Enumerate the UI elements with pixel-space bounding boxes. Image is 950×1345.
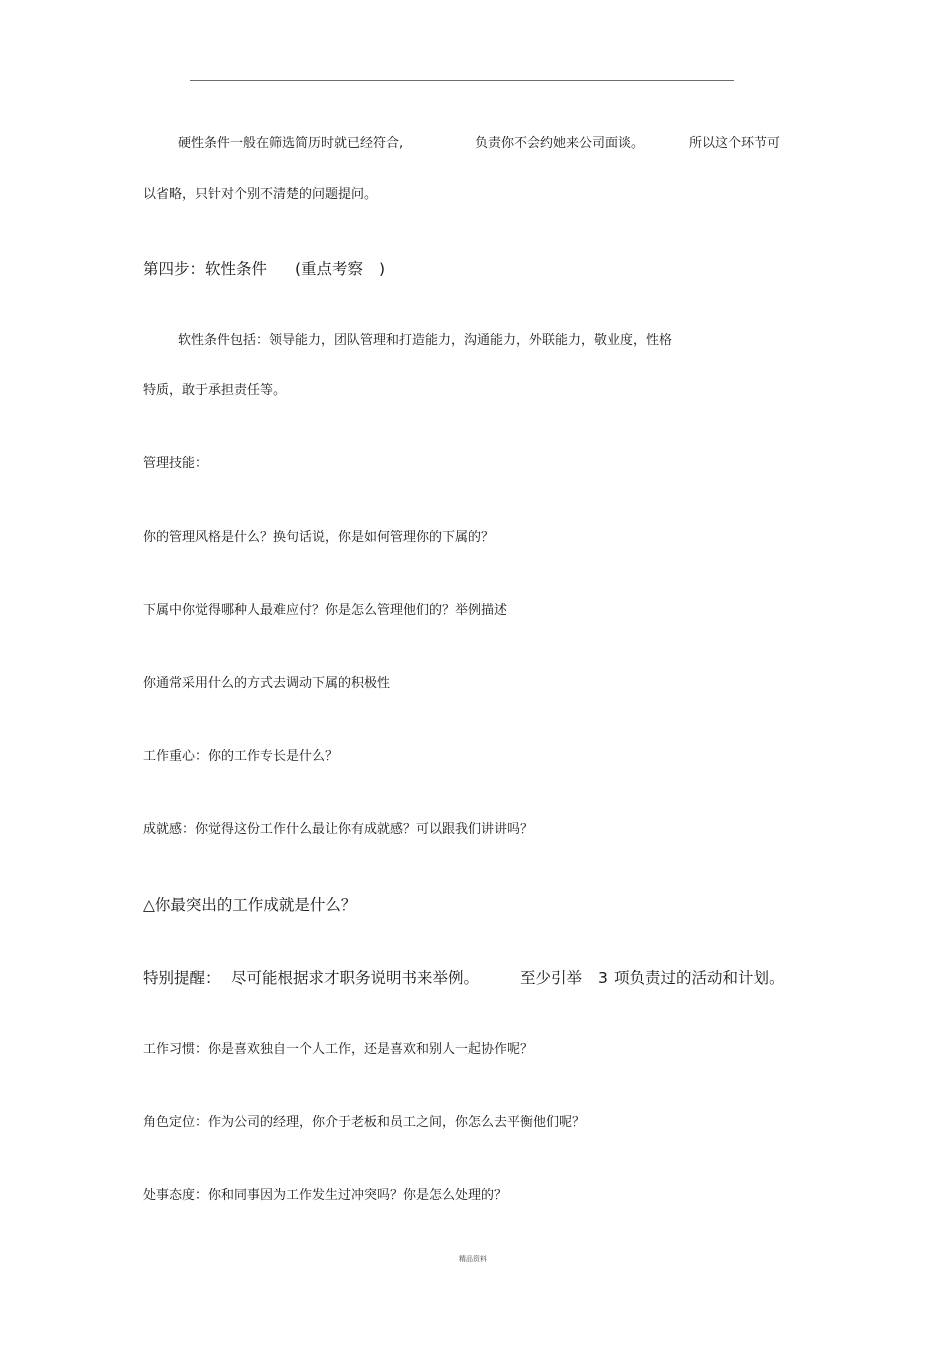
role-question: 角色定位：作为公司的经理，你介于老板和员工之间，你怎么去平衡他们呢？: [143, 1115, 586, 1130]
step4-heading: [143, 259, 403, 279]
intro-line-2: 以省略，只针对个别不清楚的问题提问。: [143, 187, 378, 202]
step4-paren-close: ): [379, 260, 386, 278]
reminder-part-1: 尽可能根据求才职务说明书来举例。: [231, 969, 480, 987]
step4-label: 第四步：软性条件: [143, 260, 268, 278]
work-habit-question: 工作习惯：你是喜欢独自一个人工作，还是喜欢和别人一起协作呢？: [143, 1042, 534, 1057]
intro-part-3: 所以这个环节可: [689, 136, 781, 151]
reminder-part-3: 项负责过的活动和计划。: [614, 969, 785, 987]
step4-note: (重点考察: [295, 260, 364, 278]
attitude-question: 处事态度：你和同事因为工作发生过冲突吗？你是怎么处理的？: [143, 1188, 508, 1203]
header-rule: [190, 80, 734, 81]
soft-line-1: 软性条件包括：领导能力，团队管理和打造能力，沟通能力，外联能力，敬业度，性格: [178, 333, 673, 348]
outstanding-question: △你最突出的工作成就是什么？: [143, 896, 357, 914]
work-focus-question: 工作重心：你的工作专长是什么？: [143, 749, 339, 764]
intro-part-2: 负责你不会约她来公司面谈。: [475, 136, 645, 151]
management-question-1: 你的管理风格是什么？换句话说，你是如何管理你的下属的？: [143, 530, 495, 545]
page-footer: 精品资料: [459, 1255, 487, 1263]
management-question-3: 你通常采用什么的方式去调动下属的积极性: [143, 676, 391, 691]
reminder-number: 3: [598, 969, 608, 987]
achievement-question: 成就感：你觉得这份工作什么最让你有成就感？可以跟我们讲讲吗？: [143, 822, 534, 837]
special-reminder: [143, 968, 783, 988]
intro-part-1: 硬性条件一般在筛选简历时就已经符合,: [178, 136, 404, 151]
reminder-label: 特别提醒：: [143, 969, 221, 987]
management-question-2: 下属中你觉得哪种人最难应付？你是怎么管理他们的？举例描述: [143, 603, 508, 618]
management-heading: 管理技能：: [143, 456, 209, 471]
soft-line-2: 特质，敢于承担责任等。: [143, 383, 287, 398]
reminder-part-2: 至少引举: [520, 969, 583, 987]
intro-line-1: [178, 135, 798, 153]
